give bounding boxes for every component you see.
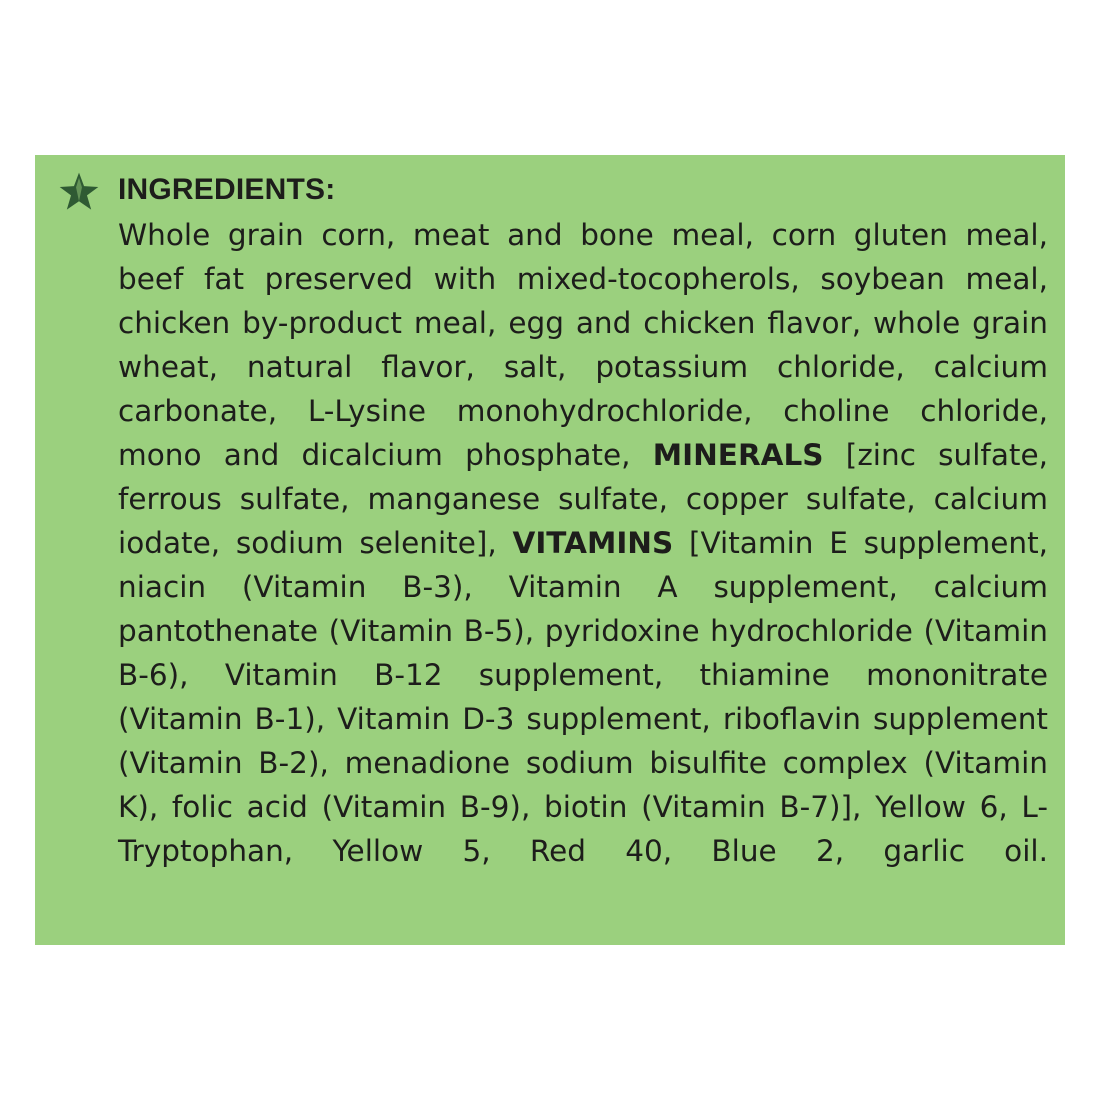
ingredients-content [118, 171, 1048, 917]
ingredients-panel [35, 155, 1065, 945]
star-icon [58, 171, 100, 213]
ingredients-text: Whole grain corn, meat and bone meal, corn gluten meal, beef fat preserved with mixed-tocopherols, soybean meal, chicken by-product meal, egg and chicken flavor, whole grain wheat, natural flavor, salt, potassium chloride, calcium carbonate, L-Lysine monohydrochloride, choline chloride, mono and dicalcium phosphate, MINERALS [zinc sulfate, ferrous sulfate, manganese sulfate, copper sulfate, calcium iodate, sodium selenite], VITAMINS [Vitamin E supplement, niacin (Vitamin B-3), Vitamin A supplement, calcium pantothenate (Vitamin B-5), pyridoxine hydrochloride (Vitamin B-6), Vitamin B-12 supplement, thiamine mononitrate (Vitamin B-1), Vitamin D-3 supplement, riboflavin supplement (Vitamin B-2), menadione sodium bisulfite complex (Vitamin K), folic acid (Vitamin B-9), biotin (Vitamin B-7)], Yellow 6, L-Tryptophan, Yellow 5, Red 40, Blue 2, garlic oil. [118, 218, 1049, 868]
ingredients-heading: INGREDIENTS: [118, 173, 336, 206]
ingredients-emphasis: MINERALS [652, 438, 824, 472]
ingredients-emphasis: VITAMINS [512, 526, 674, 560]
